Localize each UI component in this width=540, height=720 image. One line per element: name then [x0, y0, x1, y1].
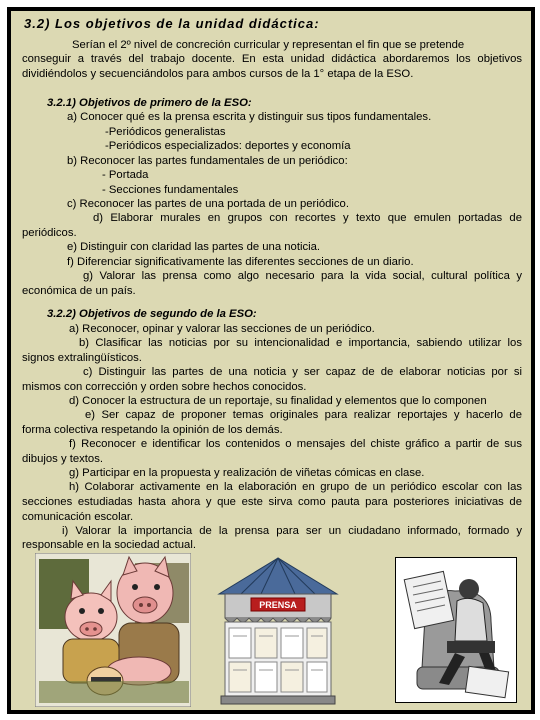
segundo-e-line1: e) Ser capaz de proponer temas originales para realizar reportajes y hacerlo de — [85, 409, 522, 421]
kiosk-sign: PRENSA — [259, 600, 297, 610]
segundo-i-line1: i) Valorar la importancia de la prensa para ser un ciudadano informado, formado y — [62, 525, 522, 537]
segundo-a: a) Reconocer, opinar y valorar las secciones de un periódico. — [69, 323, 375, 335]
primero-g-line1: g) Valorar las prensa como algo necesario para la vida social, cultural política y — [83, 270, 522, 282]
intro-paragraph: conseguir a través del trabajo docente. En esta unidad didáctica abordaremos los objetivos dividiéndolos y secuenciándolos para ambos cursos de la 1° etapa de la ESO. — [22, 53, 522, 80]
segundo-i-line2: responsable en la sociedad actual. — [22, 539, 196, 551]
segundo-f-line1: f) Reconocer e identificar los contenidos o mensajes del chiste gráfico a partir de sus — [69, 438, 522, 450]
segundo-g: g) Participar en la propuesta y realización de viñetas cómicas en clase. — [69, 467, 425, 479]
primero-d-line1: d) Elaborar murales en grupos con recortes y texto que emulen portadas de — [93, 212, 522, 224]
heading-primero: 3.2.1) Objetivos de primero de la ESO: — [47, 97, 252, 109]
newspaper-kiosk-image — [211, 556, 345, 706]
primero-a1: -Periódicos generalistas — [105, 126, 226, 138]
primero-b2: - Secciones fundamentales — [102, 184, 239, 196]
segundo-c-line2: mismos con corrección y orden sobre hechos conocidos. — [22, 381, 307, 393]
segundo-h-line1: h) Colaborar activamente en la elaboración en grupo de un periódico escolar con las — [69, 481, 522, 493]
primero-a2: -Periódicos especializados: deportes y economía — [105, 140, 351, 152]
primero-d-line2: periódicos. — [22, 227, 77, 239]
primero-g-line2: económica de un país. — [22, 285, 136, 297]
page-frame — [7, 7, 535, 714]
primero-b1: - Portada — [102, 169, 149, 181]
segundo-b-line1: b) Clasificar las noticias por su intencionalidad e importancia, sabiendo utilizar los — [79, 337, 522, 349]
primero-c: c) Reconocer las partes de una portada de un periódico. — [67, 198, 349, 210]
segundo-b-line2: signos extralingüísticos. — [22, 352, 142, 364]
primero-e: e) Distinguir con claridad las partes de una noticia. — [67, 241, 321, 253]
segundo-h-line2: secciones estudiadas hasta ahora y que este sirva como pauta para posteriores iniciativas de comunicación escolar. — [22, 496, 522, 523]
segundo-e-line2: forma colectiva respetando la opinión de los demás. — [22, 424, 283, 436]
intro-line-1: Serían el 2º nivel de concreción curricular y representan el fin que se pretende — [72, 39, 465, 51]
segundo-f-line2: dibujos y textos. — [22, 453, 104, 465]
primero-f: f) Diferenciar significativamente las diferentes secciones de un diario. — [67, 256, 414, 268]
heading-segundo: 3.2.2) Objetivos de segundo de la ESO: — [47, 308, 257, 320]
primero-b: b) Reconocer las partes fundamentales de un periódico: — [67, 155, 348, 167]
pigs-cartoon-image — [35, 553, 191, 707]
section-title: 3.2) Los objetivos de la unidad didáctica: — [24, 16, 320, 31]
man-reading-newspaper-image — [395, 557, 517, 703]
primero-a: a) Conocer qué es la prensa escrita y distinguir sus tipos fundamentales. — [67, 111, 432, 123]
segundo-c-line1: c) Distinguir las partes de una noticia y ser capaz de de elaborar noticias por si — [83, 366, 522, 378]
segundo-d: d) Conocer la estructura de un reportaje, su finalidad y elementos que lo componen — [69, 395, 487, 407]
